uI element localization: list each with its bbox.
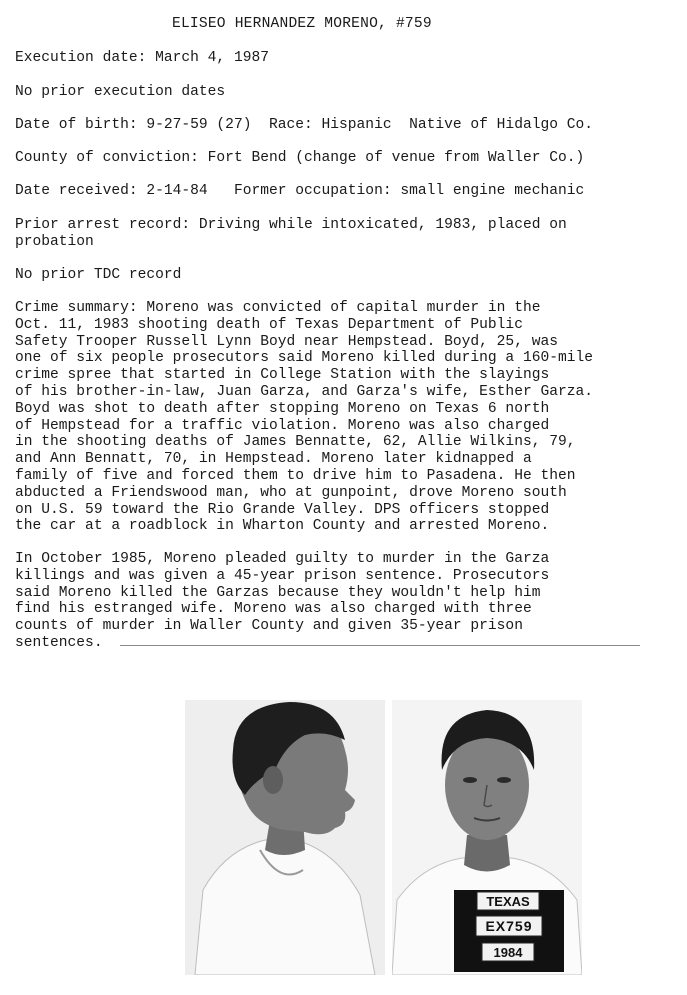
county-of-conviction: County of conviction: Fort Bend (change of venue from Waller Co.)	[15, 150, 585, 166]
mugshot-front	[392, 700, 582, 975]
prisoner-placard	[454, 890, 564, 972]
mugshot-front-image	[392, 700, 582, 975]
mugshot-profile-image	[185, 700, 385, 975]
page-title: ELISEO HERNANDEZ MORENO, #759	[172, 16, 432, 32]
prior-tdc-record: No prior TDC record	[15, 267, 182, 283]
birth-race-native: Date of birth: 9-27-59 (27) Race: Hispanic Native of Hidalgo Co.	[15, 117, 594, 133]
placard-state: TEXAS	[486, 894, 530, 909]
divider-line	[120, 645, 640, 646]
execution-date: Execution date: March 4, 1987	[15, 50, 269, 66]
date-received-occupation: Date received: 2-14-84 Former occupation: small engine mechanic	[15, 183, 585, 199]
placard-number: EX759	[485, 918, 533, 934]
prior-arrest-record: Prior arrest record: Driving while intoxicated, 1983, placed on probation	[15, 217, 567, 250]
mugshot-profile	[185, 700, 385, 975]
sentence-paragraph: In October 1985, Moreno pleaded guilty to murder in the Garza killings and was given a 45-year prison sentence. Prosecutors said Moreno killed the Garzas because they wouldn't help him find his estranged wife. Moreno was also charged with three counts of murder in Waller County and given 35-year prison sentences.	[15, 551, 550, 651]
prior-execution-dates: No prior execution dates	[15, 84, 226, 100]
crime-summary: Crime summary: Moreno was convicted of capital murder in the Oct. 11, 1983 shooting death of Texas Department of Public Safety Trooper Russell Lynn Boyd near Hempstead. Boyd, 25, was one of six people prosecutors said Moreno killed during a 160-mile crime spree that started in College Station with the slayings of his brother-in-law, Juan Garza, and Garza's wife, Esther Garza. Boyd was shot to death after stopping Moreno on Texas 6 north of Hempstead for a traffic violation. Moreno was also charged in the shooting deaths of James Bennatte, 62, Allie Wilkins, 79, and Ann Bennatt, 70, in Hempstead. Moreno later kidnapped a family of five and forced them to drive him to Pasadena. He then abducted a Friendswood man, who at gunpoint, drove Moreno south on U.S. 59 toward the Rio Grande Valley. DPS officers stopped the car at a roadblock in Wharton County and arrested Moreno.	[15, 300, 594, 535]
placard-year: 1984	[493, 945, 523, 960]
